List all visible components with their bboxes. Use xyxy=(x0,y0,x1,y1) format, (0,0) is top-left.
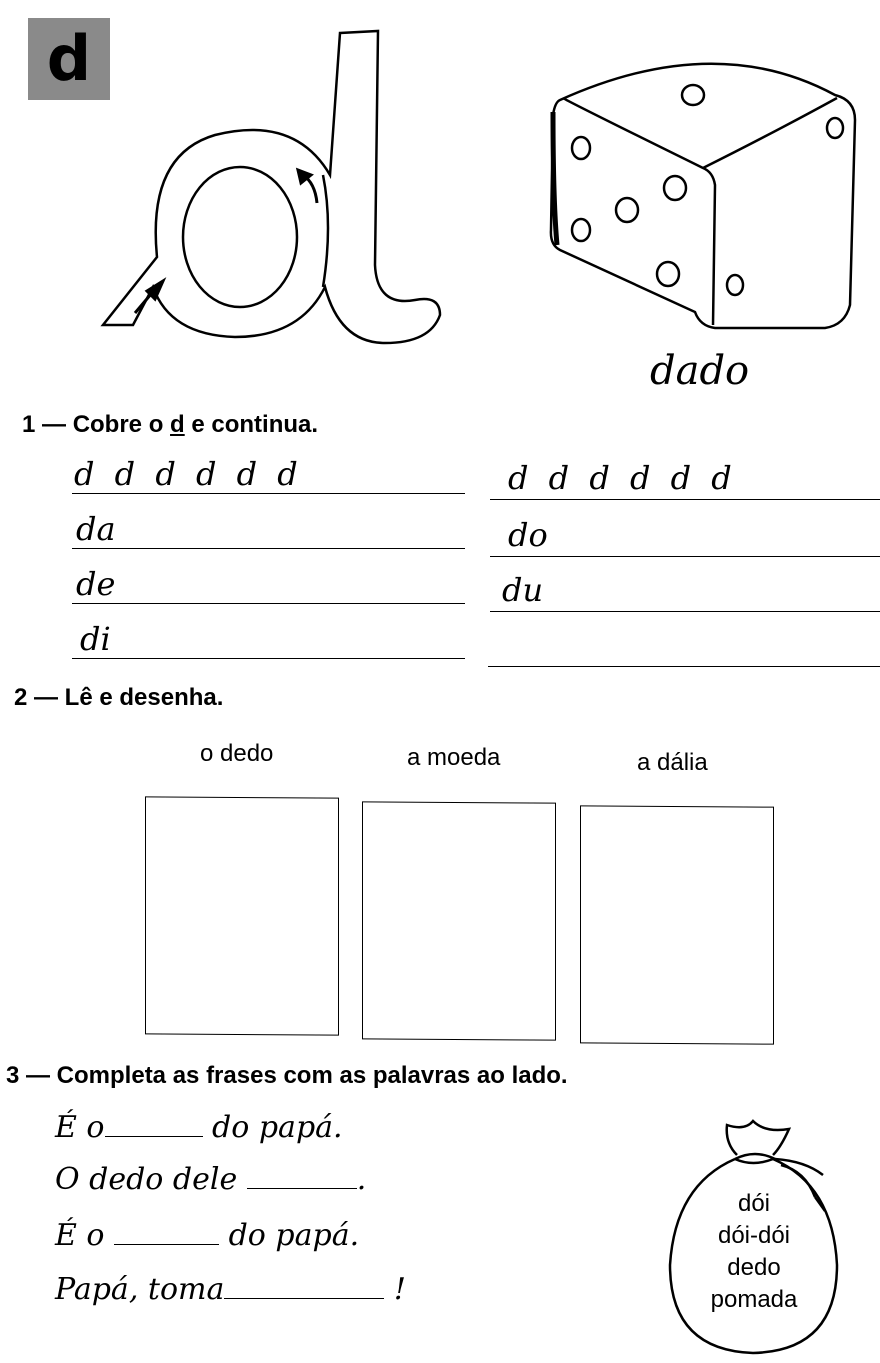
trace-row xyxy=(0,565,880,609)
sentence-4 xyxy=(55,1272,406,1307)
letter-badge: d xyxy=(28,18,110,100)
trace-line-right[interactable] xyxy=(490,556,880,557)
trace-line-left[interactable] xyxy=(72,493,465,494)
bag-word: dói-dói xyxy=(717,1222,791,1249)
exercise2-heading: 2 — Lê e desenha. xyxy=(14,684,224,711)
trace-line-left[interactable] xyxy=(72,603,465,604)
trace-text-left: de xyxy=(76,565,116,603)
bag-word: pomada xyxy=(710,1286,798,1313)
trace-line-right[interactable] xyxy=(488,666,880,667)
sentence-text-after: do papá. xyxy=(212,1110,343,1145)
sentence-text-before: Papá, toma xyxy=(55,1272,225,1307)
drawing-box-moeda[interactable] xyxy=(362,801,556,1040)
answer-blank[interactable] xyxy=(114,1243,219,1245)
dice-word: dado xyxy=(650,348,750,394)
trace-text-left: da xyxy=(76,510,116,548)
exercise1-number: 1 — xyxy=(22,411,67,438)
exercise3-heading: 3 — Completa as frases com as palavras ao lado. xyxy=(6,1062,568,1089)
trace-row xyxy=(0,620,880,660)
trace-line-left[interactable] xyxy=(72,548,465,549)
sentence-text-after: . xyxy=(356,1162,367,1197)
tracing-letter-d-illustration xyxy=(95,25,445,345)
sentence-text-before: É o xyxy=(55,1110,105,1145)
bag-word: dedo xyxy=(727,1254,781,1281)
sentence-3 xyxy=(55,1218,359,1253)
trace-text-right: do xyxy=(508,516,548,554)
trace-line-right[interactable] xyxy=(490,611,880,612)
trace-line-left[interactable] xyxy=(72,658,465,659)
draw-label-moeda: a moeda xyxy=(407,744,501,771)
draw-label-dalia: a dália xyxy=(637,749,708,776)
draw-label-dedo: o dedo xyxy=(200,740,274,767)
answer-blank[interactable] xyxy=(224,1297,384,1299)
sentence-1 xyxy=(55,1110,343,1145)
sentence-2 xyxy=(55,1162,366,1197)
trace-row xyxy=(0,510,880,554)
trace-text-left: d d d d d d xyxy=(74,455,298,493)
dice-illustration xyxy=(545,40,865,335)
drawing-box-dalia[interactable] xyxy=(580,805,774,1044)
answer-blank[interactable] xyxy=(105,1135,203,1137)
drawing-box-dedo[interactable] xyxy=(145,796,339,1035)
trace-text-right: du xyxy=(502,571,544,609)
bag-word: dói xyxy=(737,1190,771,1217)
exercise1-text-before: Cobre o xyxy=(72,411,164,438)
answer-blank[interactable] xyxy=(247,1187,357,1189)
exercise1-heading xyxy=(22,411,318,439)
exercise1-text-after: e continua. xyxy=(191,411,319,438)
sentence-text-after: do papá. xyxy=(228,1218,360,1253)
word-bag-list xyxy=(690,1188,818,1316)
sentence-text-before: É o xyxy=(55,1218,105,1253)
trace-row xyxy=(0,455,880,495)
exercise1-letter: d xyxy=(170,411,185,438)
trace-line-right[interactable] xyxy=(490,499,880,500)
trace-text-right: d d d d d d xyxy=(508,459,732,497)
sentence-text-after: ! xyxy=(393,1272,406,1307)
sentence-text-before: O dedo dele xyxy=(55,1162,238,1197)
trace-text-left: di xyxy=(80,620,111,658)
